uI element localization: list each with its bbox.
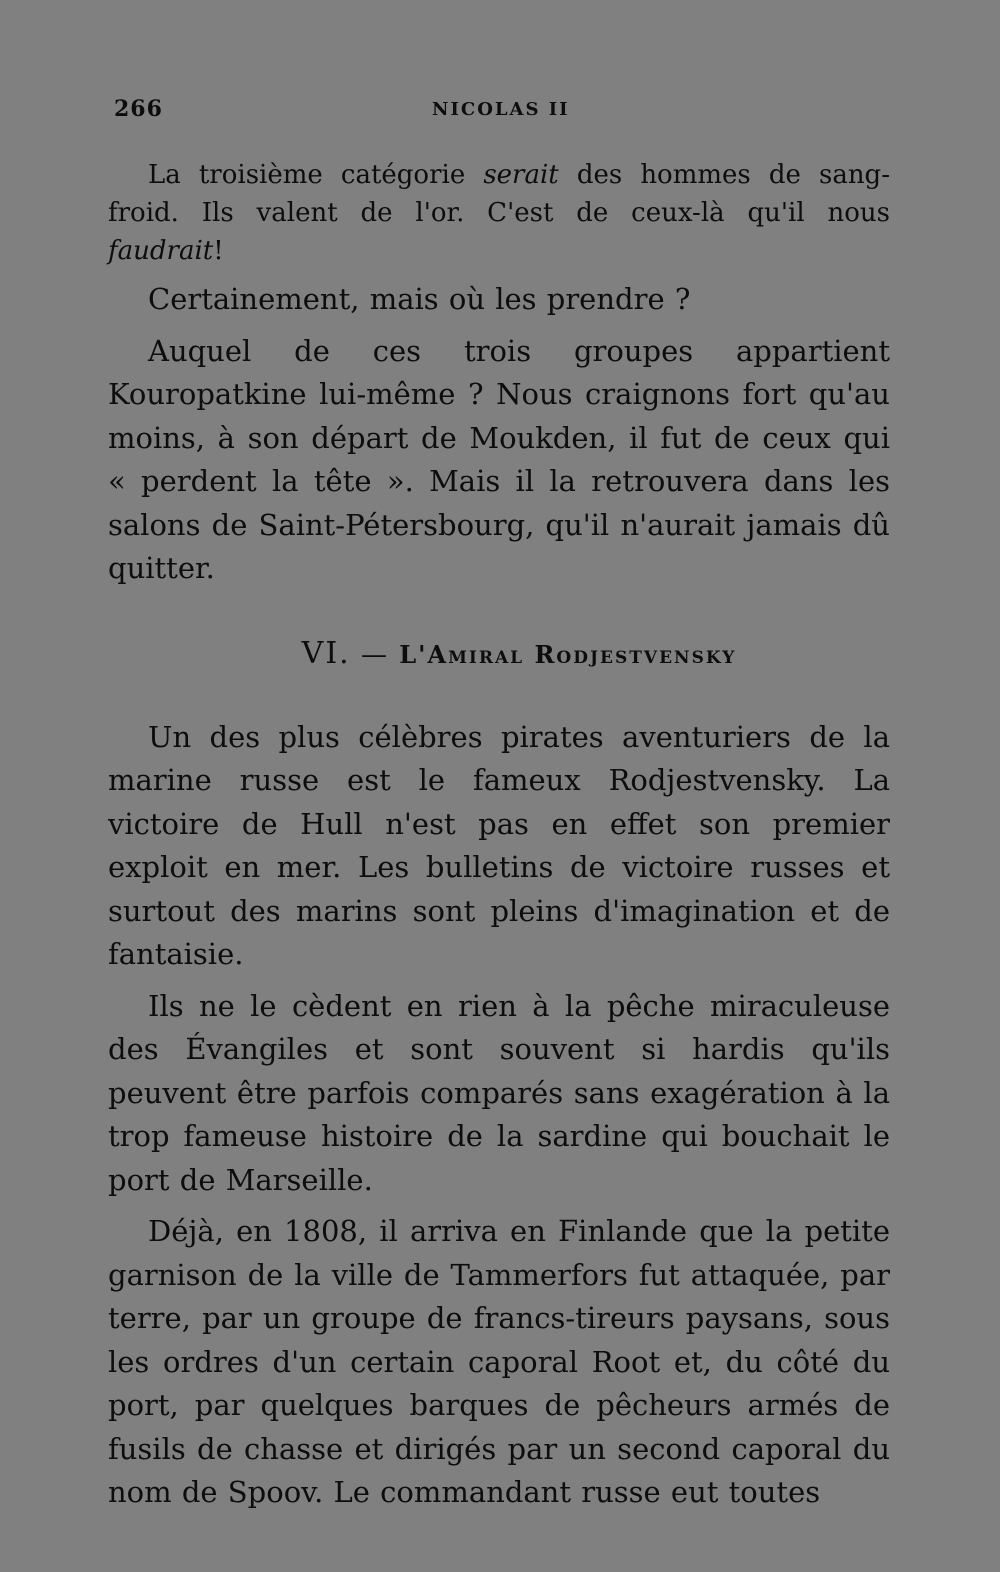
- paragraph-evangiles: Ils ne le cèdent en rien à la pêche miraculeuse des Évangiles et sont souvent si hardis qu'ils peuvent être parfois comparés sans exagération à la trop fameuse histoire de la sardine qui bouchait le port de Marseille.: [108, 988, 890, 1197]
- body-text: [108, 156, 890, 1523]
- paragraph-kouropatkine: Auquel de ces trois groupes appartient Kouropatkine lui-même ? Nous craignons fort qu'au moins, à son départ de Moukden, il fut de ceux qui « perdent la tête ». Mais il la retrouvera dans les salons de Saint-Pétersbourg, qu'il n'aurait jamais dû quitter.: [108, 333, 890, 585]
- text-run: La troisième catégorie: [148, 160, 484, 190]
- section-dash: —: [350, 639, 400, 670]
- running-title: NICOLAS II: [432, 99, 570, 120]
- running-head: [114, 96, 574, 126]
- paragraph-pirates: Un des plus célèbres pirates aventuriers de la marine russe est le fameux Rodjestvensky. La victoire de Hull n'est pas en effet son premier exploit en mer. Les bulletins de victoire russes et surtout des marins sont pleins d'imagination et de fantaisie.: [108, 719, 890, 971]
- section-number: VI.: [301, 635, 351, 671]
- paragraph-certainement: Certainement, mais où les prendre ?: [148, 282, 691, 316]
- section-heading: [108, 637, 890, 672]
- italic-text: faudrait: [108, 236, 214, 266]
- page-number: 266: [114, 96, 163, 122]
- text-run: des hommes de sang-froid. Ils valent de l'or. C'est de ceux-là qu'il nous: [108, 160, 890, 228]
- paragraph-sang-froid: [108, 156, 890, 270]
- italic-text: serait: [483, 160, 559, 190]
- paragraph-tammerfors: Déjà, en 1808, il arriva en Finlande que la petite garnison de la ville de Tammerfors fut attaquée, par terre, par un groupe de francs-tireurs paysans, sous les ordres d'un certain caporal Root et, du côté du port, par quelques barques de pêcheurs armés de fusils de chasse et dirigés par un second caporal du nom de Spoov. Le commandant russe eut toutes: [108, 1214, 890, 1509]
- text-run: !: [213, 236, 224, 266]
- section-title: L'Amiral Rodjestvensky: [399, 639, 737, 669]
